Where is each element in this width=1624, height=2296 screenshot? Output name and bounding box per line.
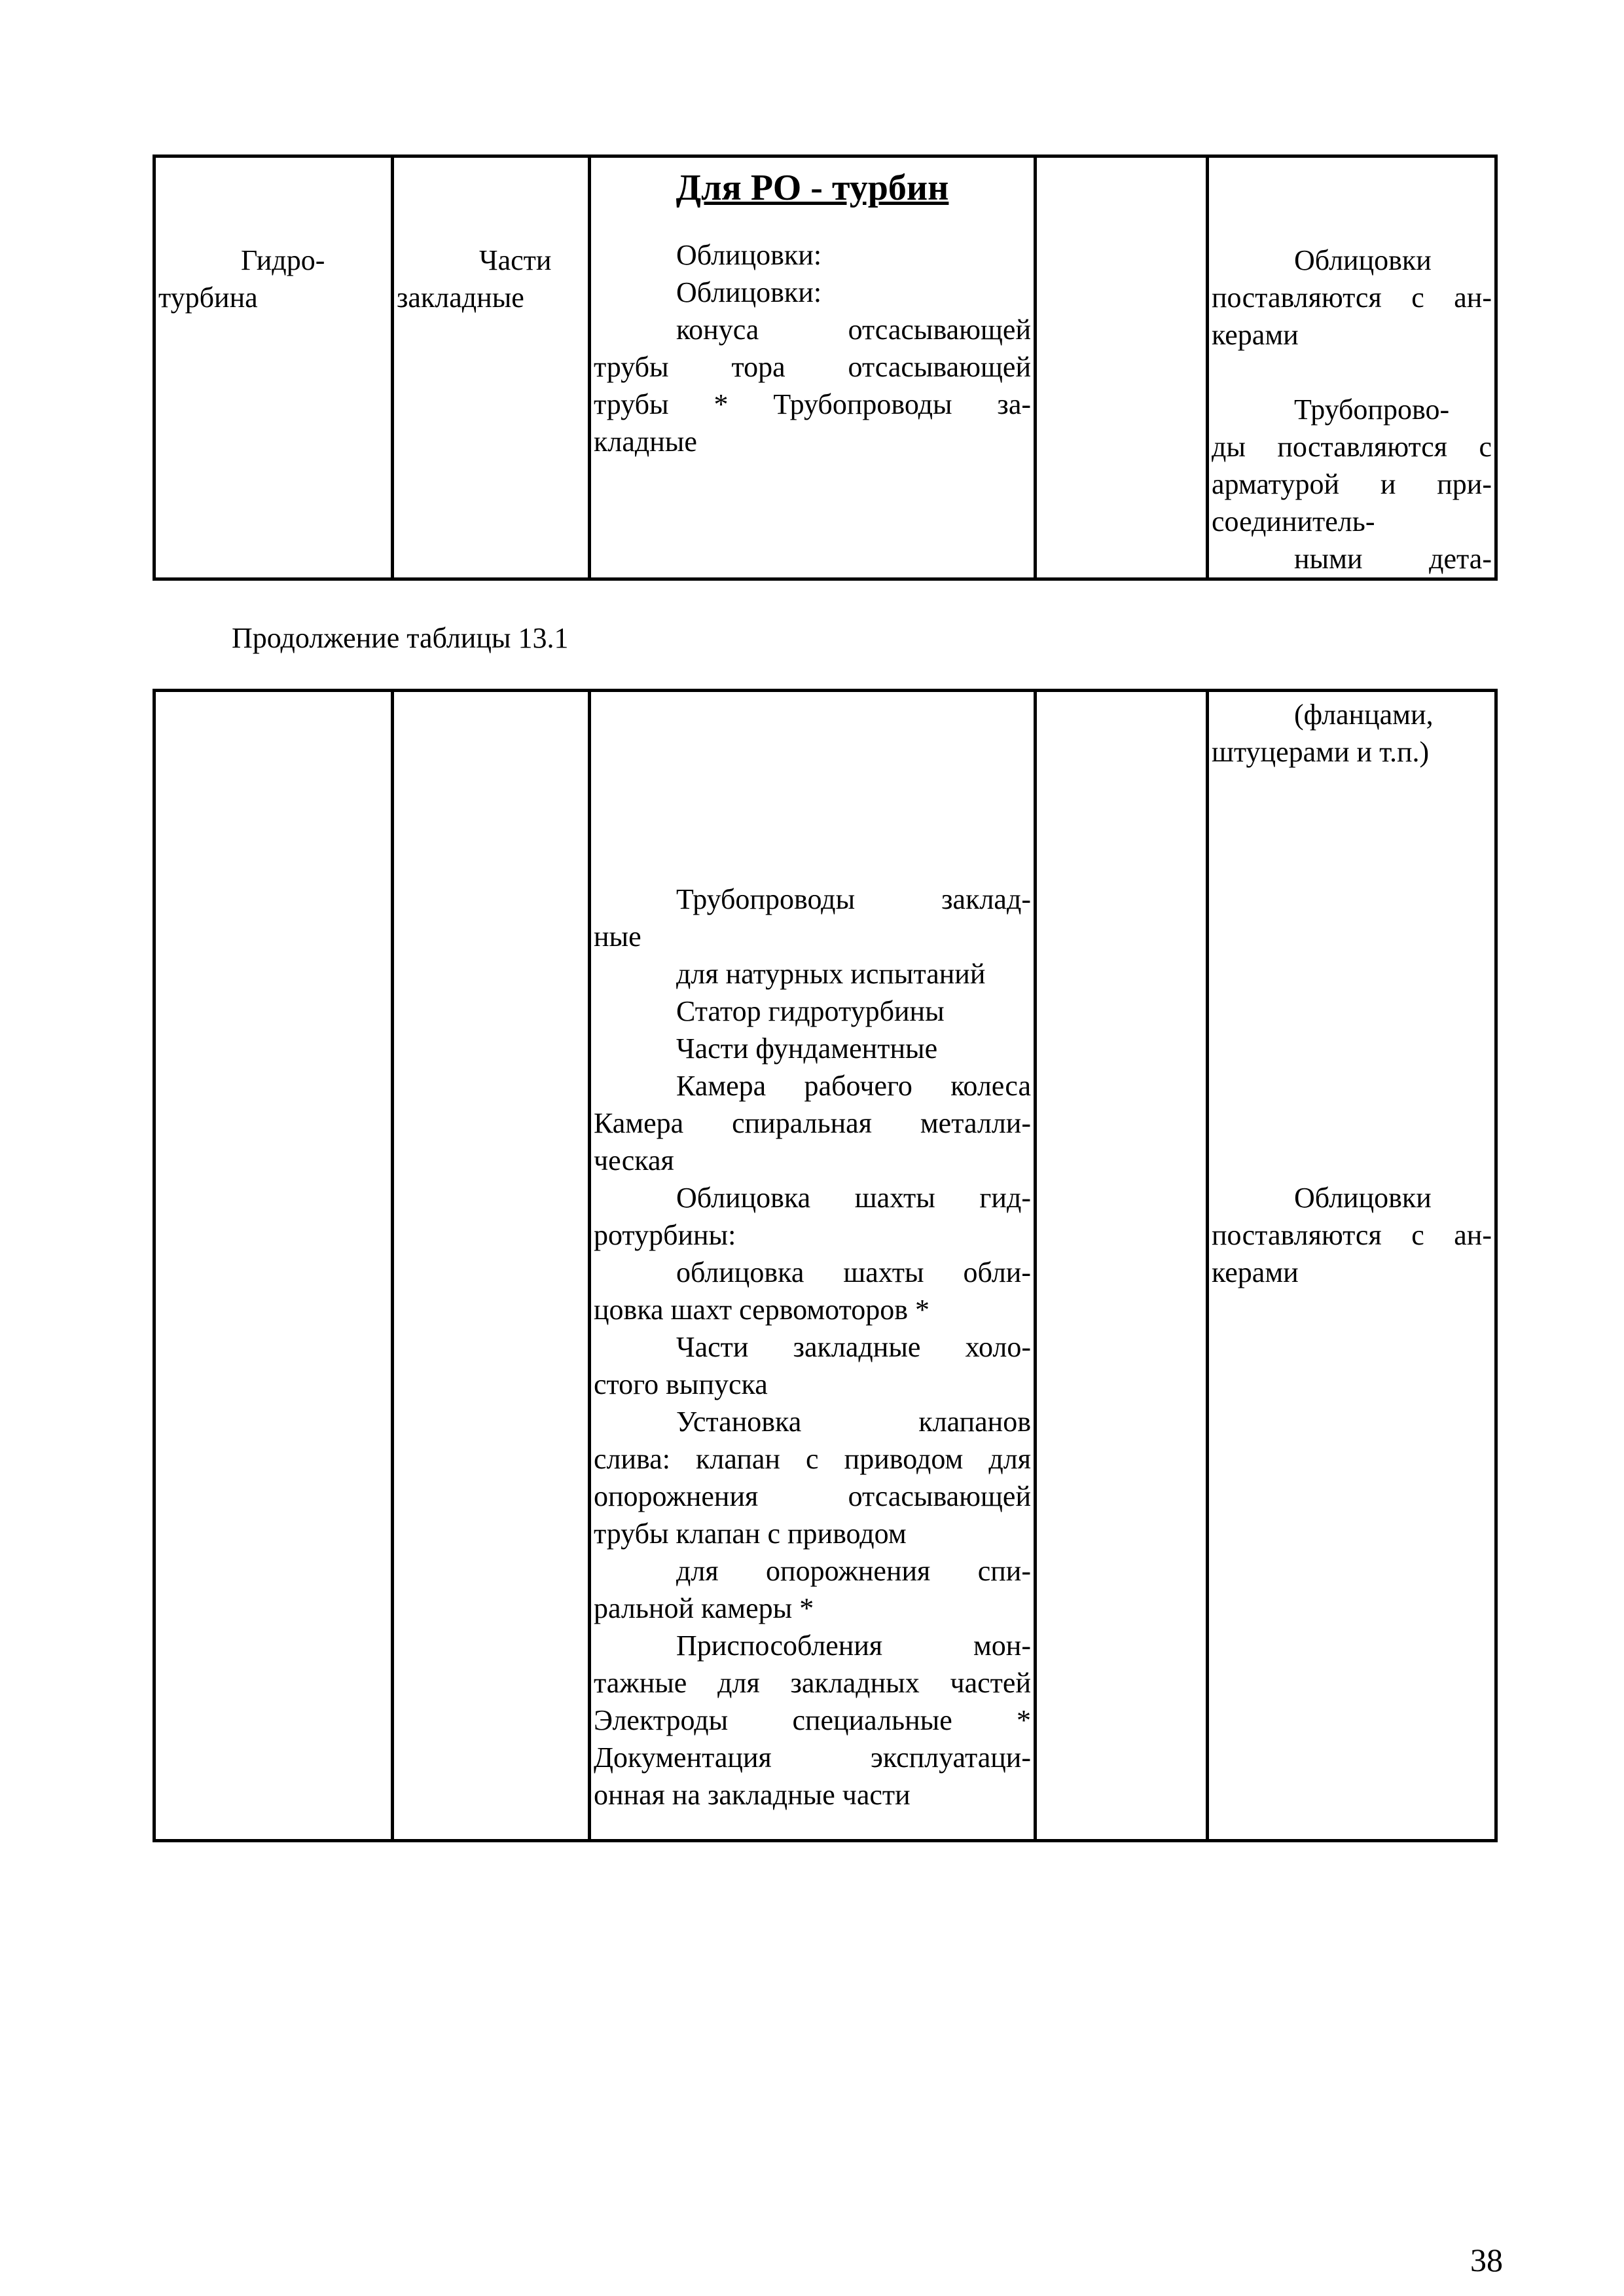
cell-line: ральной камеры * xyxy=(594,1592,814,1624)
cell-line: онная на закладные части xyxy=(594,1779,911,1811)
equipment-table-top xyxy=(153,155,1498,581)
cell-line: для натурных испытаний xyxy=(676,958,986,990)
cell-line: керами xyxy=(1212,319,1299,351)
cell-notes xyxy=(1208,691,1496,1841)
cell-line: Облицовка шахты гид- xyxy=(676,1182,1031,1214)
cell-line: поставляются с ан- xyxy=(1212,282,1492,314)
cell-line: Гидро- xyxy=(241,244,325,276)
cell-line: ные xyxy=(594,920,641,953)
cell-component xyxy=(393,691,590,1841)
cell-line: Трубопрово- xyxy=(1294,393,1450,426)
equipment-table-continued xyxy=(153,689,1498,1842)
cell-line: Электроды специальные * xyxy=(594,1704,1031,1736)
cell-line: для опорожнения спи- xyxy=(676,1555,1031,1587)
table-caption: Продолжение таблицы 13.1 xyxy=(232,622,569,654)
section-header: Для РО - турбин xyxy=(676,168,949,208)
cell-equipment xyxy=(154,691,393,1841)
cell-line: конуса отсасывающей xyxy=(676,314,1031,346)
cell-line: Приспособления мон- xyxy=(676,1630,1031,1662)
table-row xyxy=(154,691,1496,1841)
cell-component xyxy=(393,156,590,579)
cell-line: тажные для закладных частей xyxy=(594,1667,1031,1699)
cell-line: ными дета- xyxy=(1294,543,1492,575)
cell-equipment xyxy=(154,156,393,579)
cell-line: поставляются с ан- xyxy=(1212,1219,1492,1251)
cell-line: опорожнения отсасывающей xyxy=(594,1480,1031,1512)
page-number: 38 xyxy=(1470,2242,1503,2278)
cell-line: Облицовки xyxy=(1294,1182,1432,1214)
cell-line: стого выпуска xyxy=(594,1368,768,1400)
cell-line: Камера спиральная металли- xyxy=(594,1107,1031,1139)
cell-line: Трубопроводы заклад- xyxy=(676,883,1031,915)
cell-line: ческая xyxy=(594,1144,674,1176)
cell-line: Части xyxy=(479,244,552,276)
cell-line: турбина xyxy=(158,282,258,314)
cell-empty xyxy=(1036,156,1208,579)
cell-line: ротурбины: xyxy=(594,1219,736,1251)
cell-line: Документация эксплуатаци- xyxy=(594,1741,1031,1774)
cell-line: трубы клапан с приводом xyxy=(594,1518,907,1550)
cell-line: Установка клапанов xyxy=(676,1406,1031,1438)
cell-items xyxy=(590,691,1036,1841)
cell-line: штуцерами и т.п.) xyxy=(1212,736,1430,768)
cell-line: кладные xyxy=(594,426,697,458)
cell-line: Части фундаментные xyxy=(676,1032,938,1065)
cell-line: керами xyxy=(1212,1256,1299,1288)
cell-line: (фланцами, xyxy=(1294,699,1434,731)
cell-empty xyxy=(1036,691,1208,1841)
cell-line: облицовка шахты обли- xyxy=(676,1256,1031,1288)
cell-line: слива: клапан с приводом для xyxy=(594,1443,1031,1475)
cell-line: ды поставляются с xyxy=(1212,431,1492,463)
cell-line: арматурой и при- xyxy=(1212,468,1492,500)
table-row xyxy=(154,156,1496,579)
cell-line: Облицовки xyxy=(1294,244,1432,276)
cell-line: Камера рабочего колеса xyxy=(676,1070,1031,1102)
cell-line: Части закладные холо- xyxy=(676,1331,1031,1363)
cell-line: соединитель- xyxy=(1212,505,1375,538)
cell-notes xyxy=(1208,156,1496,579)
cell-line: цовка шахт сервомоторов * xyxy=(594,1294,930,1326)
cell-line: Облицовки: xyxy=(676,276,822,308)
cell-items xyxy=(590,156,1036,579)
cell-line: закладные xyxy=(397,282,524,314)
cell-line: трубы тора отсасывающей xyxy=(594,351,1031,383)
cell-line: Облицовки: xyxy=(676,239,822,271)
cell-line: трубы * Трубопроводы за- xyxy=(594,388,1031,420)
cell-line: Статор гидротурбины xyxy=(676,995,945,1027)
